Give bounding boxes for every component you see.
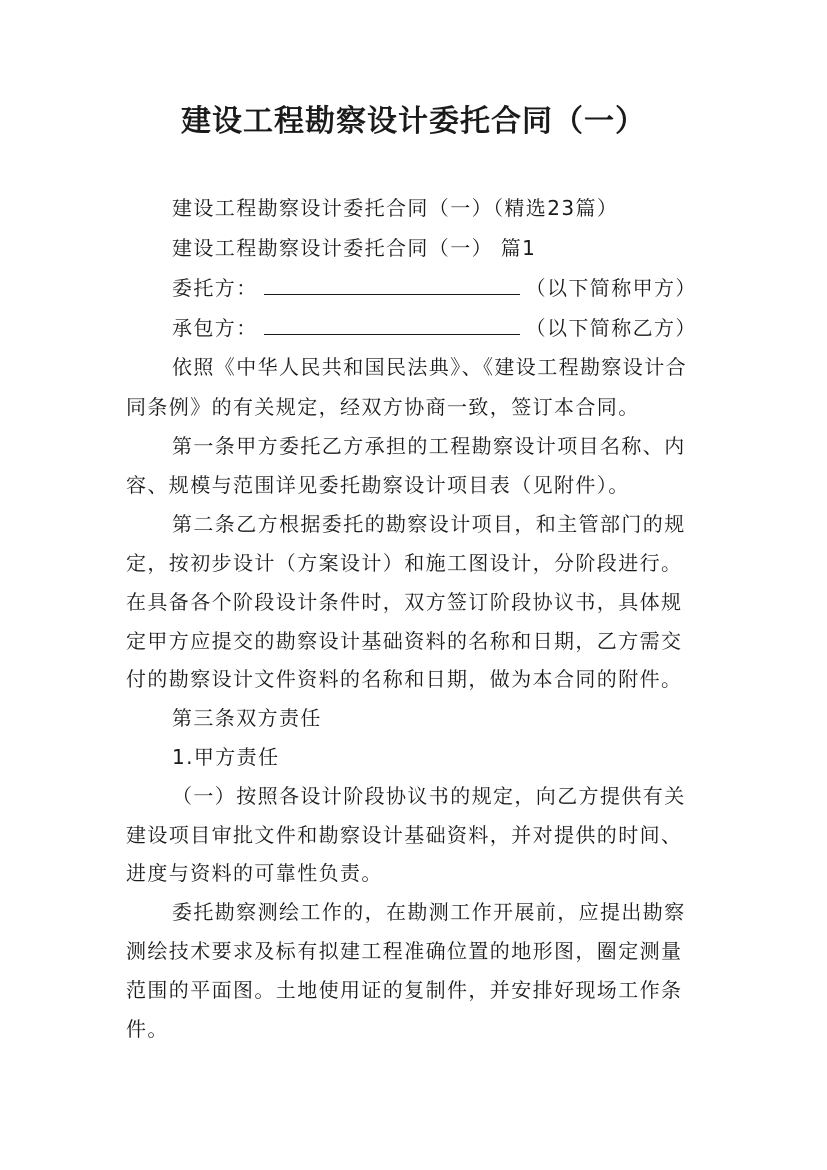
paragraph-line: （一）按照各设计阶段协议书的规定，向乙方提供有关 — [172, 784, 686, 808]
principal-party-alias: （以下简称甲方） — [525, 276, 697, 300]
paragraph-line: 建设工程勘察设计委托合同（一）（精选23篇） — [172, 196, 619, 220]
principal-party-blank — [264, 276, 520, 295]
contractor-party-blank — [264, 316, 520, 335]
section-heading: 第三条双方责任 — [172, 706, 322, 730]
paragraph-line: 在具备各个阶段设计条件时，双方签订阶段协议书，具体规 — [126, 590, 683, 614]
paragraph-line: 第一条甲方委托乙方承担的工程勘察设计项目名称、内 — [172, 434, 686, 458]
paragraph-line: 建设工程勘察设计委托合同（一） 篇1 — [172, 236, 537, 260]
subsection-heading: 1.甲方责任 — [172, 745, 280, 769]
paragraph-line: 范围的平面图。土地使用证的复制件，并安排好现场工作条 — [126, 978, 683, 1002]
paragraph-line: 委托勘察测绘工作的，在勘测工作开展前，应提出勘察 — [172, 900, 686, 924]
paragraph-line: 依照《中华人民共和国民法典》、《建设工程勘察设计合 — [172, 355, 687, 379]
paragraph-line: 定甲方应提交的勘察设计基础资料的名称和日期，乙方需交 — [126, 629, 683, 653]
contractor-party-line — [172, 314, 697, 342]
paragraph-line: 容、规模与范围详见委托勘察设计项目表（见附件）。 — [126, 473, 630, 497]
paragraph-line: 付的勘察设计文件资料的名称和日期，做为本合同的附件。 — [126, 667, 683, 691]
document-title: 建设工程勘察设计委托合同（一） — [181, 104, 646, 139]
paragraph-line: 定，按初步设计（方案设计）和施工图设计，分阶段进行。 — [126, 551, 683, 575]
contractor-party-label: 承包方： — [172, 316, 258, 340]
paragraph-line: 建设项目审批文件和勘察设计基础资料，并对提供的时间、 — [126, 823, 683, 847]
paragraph-line: 第二条乙方根据委托的勘察设计项目，和主管部门的规 — [172, 512, 686, 536]
paragraph-line: 件。 — [126, 1017, 169, 1041]
paragraph-line: 同条例》的有关规定，经双方协商一致，签订本合同。 — [126, 395, 640, 419]
paragraph-line: 进度与资料的可靠性负责。 — [126, 861, 383, 885]
principal-party-line — [172, 274, 697, 302]
principal-party-label: 委托方： — [172, 276, 258, 300]
contractor-party-alias: （以下简称乙方） — [525, 316, 697, 340]
paragraph-line: 测绘技术要求及标有拟建工程准确位置的地形图，圈定测量 — [126, 939, 683, 963]
